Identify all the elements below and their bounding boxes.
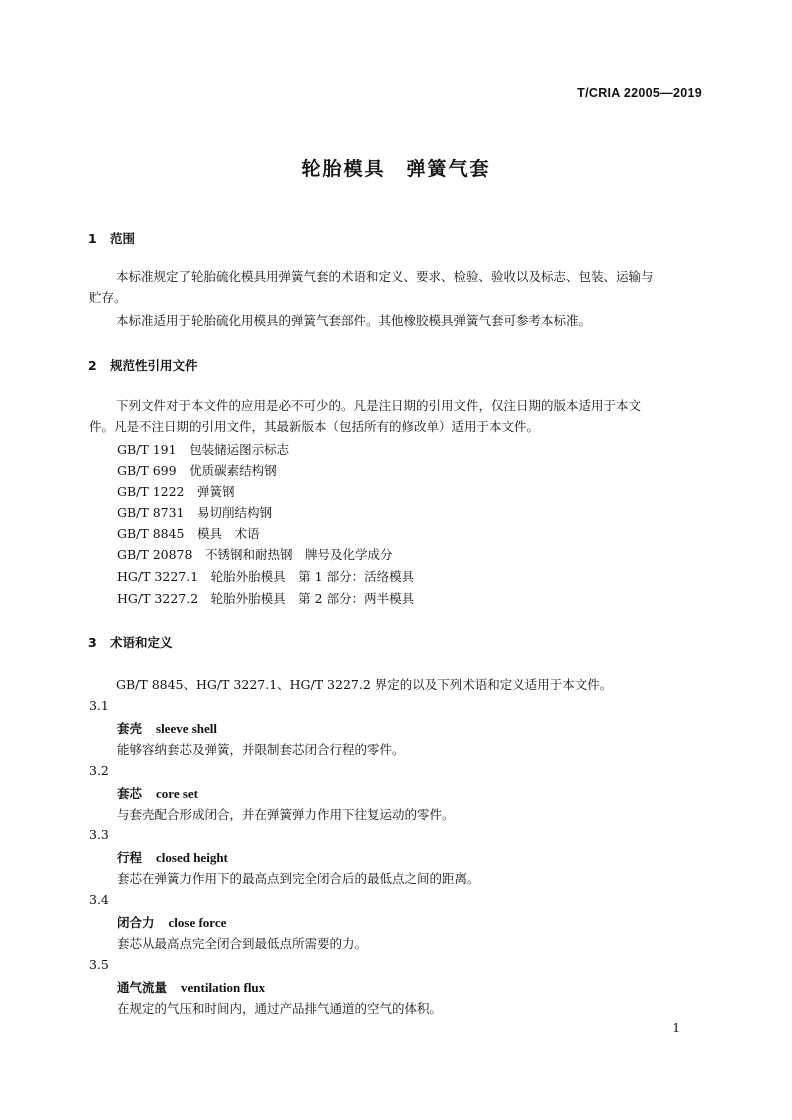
term-en: ventilation flux: [181, 980, 266, 995]
term-zh: 行程: [117, 850, 143, 865]
term-definition: 能够容纳套芯及弹簧，并限制套芯闭合行程的零件。: [117, 742, 405, 757]
page-number: 1: [672, 1021, 680, 1035]
reference-title: 易切削结构钢: [197, 505, 273, 520]
paragraph-line: 本标准适用于轮胎硫化用模具的弹簧气套部件。其他橡胶模具弹簧气套可参考本标准。: [116, 313, 592, 328]
reference-code: GB/T 699: [117, 463, 177, 478]
section-1-paragraph-1: [89, 266, 703, 308]
section-title: 规范性引用文件: [110, 358, 198, 373]
section-title: 术语和定义: [110, 635, 173, 650]
reference-item: [117, 503, 272, 521]
paragraph-line: 贮存。: [89, 290, 127, 305]
section-2-paragraph: [89, 395, 703, 437]
reference-title: 不锈钢和耐热钢 牌号及化学成分: [204, 547, 393, 562]
paragraph-line: 下列文件对于本文件的应用是必不可少的。凡是注日期的引用文件，仅注日期的版本适用于本文: [116, 398, 642, 413]
section-number: 2: [88, 358, 97, 373]
term-heading: [117, 913, 226, 931]
reference-code: HG/T 3227.2: [117, 591, 199, 606]
term-number: 3.5: [89, 957, 109, 972]
reference-code: HG/T 3227.1: [117, 569, 199, 584]
reference-item: [117, 440, 289, 458]
reference-code: GB/T 191: [117, 442, 177, 457]
term-definition: 与套壳配合形成闭合，并在弹簧弹力作用下往复运动的零件。: [117, 807, 455, 822]
section-number: 3: [88, 635, 97, 650]
term-number: 3.3: [89, 827, 109, 842]
term-heading: [117, 784, 198, 802]
reference-code: GB/T 8731: [117, 505, 185, 520]
term-zh: 通气流量: [117, 980, 168, 995]
reference-item: [117, 589, 414, 607]
term-heading: [117, 848, 228, 866]
reference-item: [117, 545, 393, 563]
term-zh: 闭合力: [117, 915, 155, 930]
term-zh: 套芯: [117, 786, 143, 801]
reference-item: [117, 524, 260, 542]
section-2-heading: [88, 356, 198, 374]
reference-title: 弹簧钢: [197, 484, 235, 499]
reference-item: [117, 461, 277, 479]
reference-title: 包装储运图示标志: [189, 442, 290, 457]
term-en: closed height: [156, 850, 228, 865]
term-en: close force: [168, 915, 227, 930]
section-number: 1: [88, 231, 97, 246]
term-en: core set: [156, 786, 198, 801]
term-number: 3.2: [89, 763, 109, 778]
reference-code: GB/T 20878: [117, 547, 193, 562]
reference-title: 轮胎外胎模具 第 1 部分：活络模具: [210, 569, 415, 584]
term-heading: [117, 719, 217, 737]
paragraph-line: 本标准规定了轮胎硫化模具用弹簧气套的术语和定义、要求、检验、验收以及标志、包装、运输与: [116, 269, 654, 284]
term-definition: 套芯从最高点完全闭合到最低点所需要的力。: [117, 936, 368, 951]
section-3-intro: [89, 674, 703, 695]
term-zh: 套壳: [117, 721, 143, 736]
reference-item: [117, 482, 235, 500]
reference-item: [117, 567, 414, 585]
term-number: 3.1: [89, 698, 109, 713]
term-definition: 在规定的气压和时间内，通过产品排气通道的空气的体积。: [117, 1001, 443, 1016]
term-en: sleeve shell: [156, 721, 218, 736]
reference-title: 轮胎外胎模具 第 2 部分：两半模具: [210, 591, 415, 606]
paragraph-line: 件。凡是不注日期的引用文件，其最新版本（包括所有的修改单）适用于本文件。: [89, 419, 540, 434]
section-title: 范围: [110, 231, 136, 246]
page-title: 轮胎模具 弹簧气套: [301, 158, 491, 180]
reference-code: GB/T 8845: [117, 526, 185, 541]
term-heading: [117, 978, 265, 996]
paragraph-line: GB/T 8845、HG/T 3227.1、HG/T 3227.2 界定的以及下列术语和定义适用于本文件。: [116, 677, 613, 692]
term-number: 3.4: [89, 892, 109, 907]
document-number: T/CRIA 22005—2019: [577, 86, 702, 100]
term-definition: 套芯在弹簧力作用下的最高点到完全闭合后的最低点之间的距离。: [117, 871, 480, 886]
section-1-heading: [88, 229, 135, 247]
section-1-paragraph-2: [89, 310, 703, 331]
reference-code: GB/T 1222: [117, 484, 185, 499]
reference-title: 模具 术语: [197, 526, 260, 541]
reference-title: 优质碳素结构钢: [189, 463, 277, 478]
section-3-heading: [88, 633, 173, 651]
